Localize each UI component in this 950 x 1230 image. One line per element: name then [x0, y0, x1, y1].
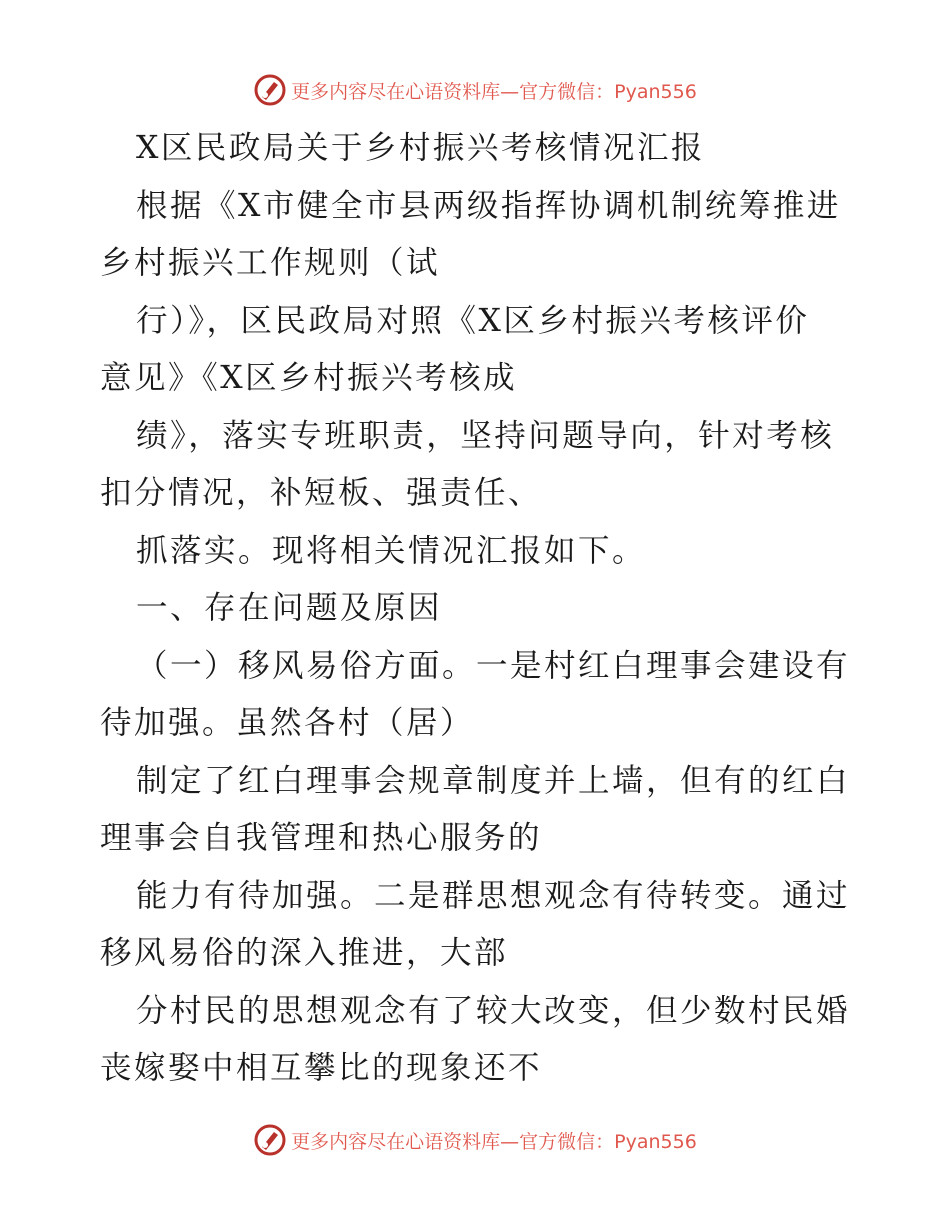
paragraph-line: 抓落实。现将相关情况汇报如下。 — [136, 533, 647, 569]
paragraph-line: 根据《X市健全市县两级指挥协调机制统筹推进 — [136, 188, 841, 224]
seal-logo-icon — [253, 1123, 287, 1157]
banner-text: 更多内容尽在心语资料库—官方微信：Pyan556 — [291, 1130, 697, 1153]
seal-logo-icon — [253, 73, 287, 107]
document-title: X区民政局关于乡村振兴考核情况汇报 — [136, 130, 705, 166]
paragraph-line: 绩》，落实专班职责，坚持问题导向，针对考核 — [136, 418, 835, 454]
paragraph-line: （一）移风易俗方面。一是村红白理事会建设有 — [136, 648, 851, 684]
header-banner — [0, 70, 950, 110]
paragraph-line: 移风易俗的深入推进，大部 — [100, 935, 509, 971]
paragraph-line: 分村民的思想观念有了较大改变，但少数村民婚 — [136, 993, 851, 1029]
section-heading: 一、存在问题及原因 — [136, 590, 443, 626]
paragraph-line: 待加强。虽然各村（居） — [100, 705, 475, 741]
paragraph-line: 丧嫁娶中相互攀比的现象还不 — [100, 1050, 543, 1086]
paragraph-line: 行）》，区民政局对照《X区乡村振兴考核评价 — [136, 303, 810, 339]
banner-text: 更多内容尽在心语资料库—官方微信：Pyan556 — [291, 80, 697, 103]
paragraph-line: 乡村振兴工作规则（试 — [100, 245, 441, 281]
footer-banner — [0, 1120, 950, 1160]
paragraph-line: 制定了红白理事会规章制度并上墙，但有的红白 — [136, 763, 851, 799]
paragraph-line: 意见》《X区乡村振兴考核成 — [100, 360, 518, 396]
paragraph-line: 能力有待加强。二是群思想观念有待转变。通过 — [136, 878, 851, 914]
paragraph-line: 理事会自我管理和热心服务的 — [100, 820, 543, 856]
paragraph-line: 扣分情况，补短板、强责任、 — [100, 475, 543, 511]
